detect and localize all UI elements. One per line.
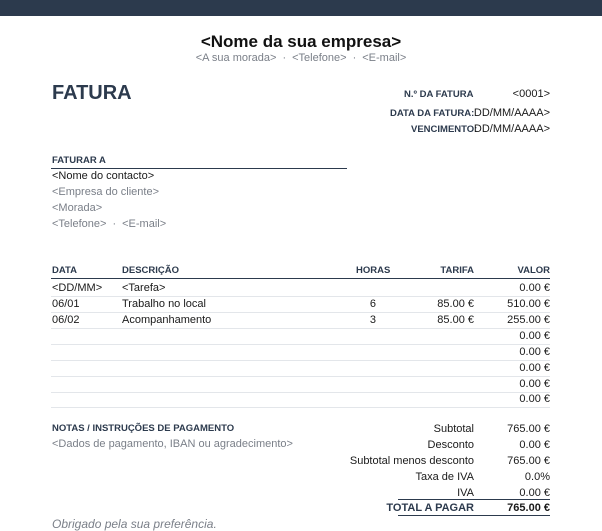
bill-to-phone: <Telefone>: [52, 218, 107, 230]
invoice-date-label: DATA DA FATURA:: [390, 108, 475, 119]
notes-heading: NOTAS / INSTRUÇÕES DE PAGAMENTO: [52, 423, 235, 434]
subtotal-less-discount-label: Subtotal menos desconto: [349, 455, 474, 467]
cell-date: 06/02: [52, 314, 80, 326]
subtotal-less-discount-value: 765.00 €: [507, 455, 550, 467]
company-name: <Nome da sua empresa>: [200, 32, 402, 51]
total-due-value: 765.00 €: [507, 502, 550, 514]
separator: ·: [352, 52, 357, 64]
subtotal-label: Subtotal: [433, 423, 474, 435]
total-underline: [398, 515, 550, 516]
company-phone: <Telefone>: [292, 52, 347, 64]
tax-label: IVA: [457, 487, 474, 499]
company-email: <E-mail>: [362, 52, 407, 64]
cell-date: 06/01: [52, 298, 80, 310]
total-due-label: TOTAL A PAGAR: [386, 502, 474, 514]
table-row: [51, 312, 550, 329]
column-header-description: DESCRIÇÃO: [122, 265, 180, 276]
cell-value: 0.00 €: [519, 346, 550, 358]
header-bar: [0, 0, 602, 16]
discount-value: 0.00 €: [519, 439, 550, 451]
cell-description: <Tarefa>: [122, 282, 166, 294]
cell-description: Acompanhamento: [122, 314, 212, 326]
cell-rate: 85.00 €: [437, 298, 474, 310]
column-header-hours: HORAS: [356, 265, 391, 276]
invoice-number-label: N.º DA FATURA: [404, 89, 474, 100]
table-row: [51, 391, 550, 408]
cell-value: 0.00 €: [519, 393, 550, 405]
table-row: [51, 280, 550, 297]
cell-value: 0.00 €: [519, 378, 550, 390]
cell-rate: 85.00 €: [437, 314, 474, 326]
cell-date: <DD/MM>: [52, 282, 103, 294]
cell-description: Trabalho no local: [122, 298, 206, 310]
bill-to-address: <Morada>: [52, 202, 103, 214]
bill-to-heading: FATURAR A: [52, 155, 106, 166]
company-address: <A sua morada>: [195, 52, 277, 64]
table-row: [51, 296, 550, 313]
separator: ·: [282, 52, 287, 64]
cell-value: 0.00 €: [519, 282, 550, 294]
cell-hours: 3: [369, 314, 376, 326]
due-date-label: VENCIMENTO:: [411, 124, 478, 135]
separator: ·: [112, 218, 117, 230]
bill-to-email: <E-mail>: [122, 218, 167, 230]
company-contact-line: [0, 52, 602, 64]
table-header-divider: [51, 278, 550, 279]
cell-value: 0.00 €: [519, 330, 550, 342]
bill-to-phone-email: [52, 218, 166, 230]
tax-rate-value: 0.0%: [524, 471, 550, 483]
table-row: [51, 360, 550, 377]
discount-label: Desconto: [427, 439, 474, 451]
due-date-value: DD/MM/AAAA>: [473, 123, 550, 135]
column-header-value: VALOR: [517, 265, 550, 276]
cell-value: 510.00 €: [507, 298, 550, 310]
table-row: [51, 344, 550, 361]
cell-hours: 6: [369, 298, 376, 310]
total-divider: [398, 499, 550, 500]
tax-value: 0.00 €: [519, 487, 550, 499]
bill-to-divider: [51, 168, 347, 169]
tax-rate-label: Taxa de IVA: [415, 471, 474, 483]
notes-text: <Dados de pagamento, IBAN ou agradecimento>: [52, 438, 293, 450]
subtotal-value: 765.00 €: [507, 423, 550, 435]
thank-you-note: Obrigado pela sua preferência.: [52, 517, 217, 531]
bill-to-company: <Empresa do cliente>: [52, 186, 160, 198]
invoice-number-value: <0001>: [512, 88, 550, 100]
bill-to-contact: <Nome do contacto>: [52, 170, 155, 182]
invoice-title: FATURA: [52, 82, 132, 104]
cell-value: 255.00 €: [507, 314, 550, 326]
invoice-date-value: DD/MM/AAAA>: [473, 107, 550, 119]
table-row: [51, 328, 550, 345]
cell-value: 0.00 €: [519, 362, 550, 374]
column-header-date: DATA: [52, 265, 77, 276]
column-header-rate: TARIFA: [440, 265, 474, 276]
